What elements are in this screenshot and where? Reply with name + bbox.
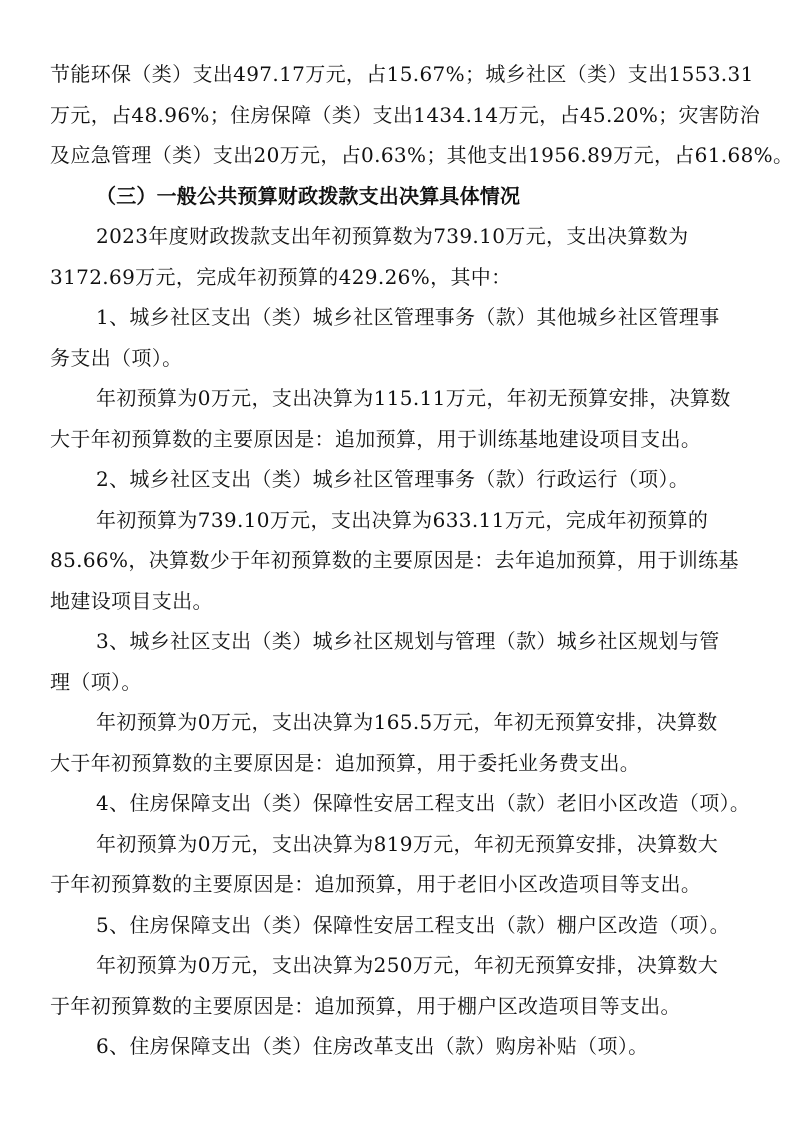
document-page	[50, 54, 793, 1067]
item-4-title	[50, 783, 750, 824]
item-2-title	[50, 459, 750, 500]
text-line: 理（项）。	[50, 669, 142, 694]
text-line: 于年初预算数的主要原因是：追加预算，用于老旧小区改造项目等支出。	[50, 872, 702, 896]
text-line: 4、住房保障支出（类）保障性安居工程支出（款）老旧小区改造（项）。	[96, 791, 751, 815]
item-5-body	[50, 945, 750, 1026]
item-2-body	[50, 500, 750, 622]
text-line: 6、住房保障支出（类）住房改革支出（款）购房补贴（项）。	[96, 1034, 649, 1058]
text-line: 85.66%，决算数少于年初预算数的主要原因是：去年追加预算，用于训练基	[50, 548, 739, 572]
item-6-title	[50, 1026, 750, 1067]
text-line: 年初预算为0万元，支出决算为165.5万元，年初无预算安排，决算数	[96, 710, 718, 734]
item-4-body	[50, 824, 750, 905]
item-3-title	[50, 621, 750, 702]
text-line: 5、住房保障支出（类）保障性安居工程支出（款）棚户区改造（项）。	[96, 912, 730, 937]
text-line: 于年初预算数的主要原因是：追加预算，用于棚户区改造项目等支出。	[50, 993, 681, 1018]
text-line: 及应急管理（类）支出20万元，占0.63%；其他支出1956.89万元，占61.68%。	[50, 143, 793, 167]
paragraph-category-shares	[50, 54, 793, 176]
paragraph-overview	[50, 216, 750, 297]
text-line: 3172.69万元，完成年初预算的429.26%，其中：	[50, 264, 512, 289]
text-line: 万元，占48.96%；住房保障（类）支出1434.14万元，占45.20%；灾害防治	[50, 102, 760, 127]
text-line: 务支出（项）。	[50, 345, 183, 370]
text-line: 3、城乡社区支出（类）城乡社区规划与管理（款）城乡社区规划与管	[96, 629, 720, 653]
text-line: 年初预算为739.10万元，支出决算为633.11万元，完成年初预算的	[96, 507, 709, 532]
item-3-body	[50, 702, 750, 783]
item-5-title	[50, 905, 750, 946]
text-line: 地建设项目支出。	[50, 588, 213, 613]
text-line: 年初预算为0万元，支出决算为250万元，年初无预算安排，决算数大	[96, 953, 719, 977]
text-line: 大于年初预算数的主要原因是：追加预算，用于委托业务费支出。	[50, 750, 641, 775]
text-line: 2023年度财政拨款支出年初预算数为739.10万元，支出决算数为	[96, 224, 689, 248]
section-heading-text: （三）一般公共预算财政拨款支出决算具体情况	[96, 183, 521, 208]
text-line: 年初预算为0万元，支出决算为115.11万元，年初无预算安排，决算数	[96, 386, 731, 410]
item-1-body	[50, 378, 750, 459]
section-heading	[50, 176, 750, 217]
text-line: 大于年初预算数的主要原因是：追加预算，用于训练基地建设项目支出。	[50, 426, 702, 451]
text-line: 1、城乡社区支出（类）城乡社区管理事务（款）其他城乡社区管理事	[96, 305, 720, 329]
item-1-title	[50, 297, 750, 378]
text-line: 年初预算为0万元，支出决算为819万元，年初无预算安排，决算数大	[96, 831, 719, 856]
text-line: 2、城乡社区支出（类）城乡社区管理事务（款）行政运行（项）。	[96, 467, 690, 491]
text-line: 节能环保（类）支出497.17万元，占15.67%；城乡社区（类）支出1553.31	[50, 62, 754, 86]
